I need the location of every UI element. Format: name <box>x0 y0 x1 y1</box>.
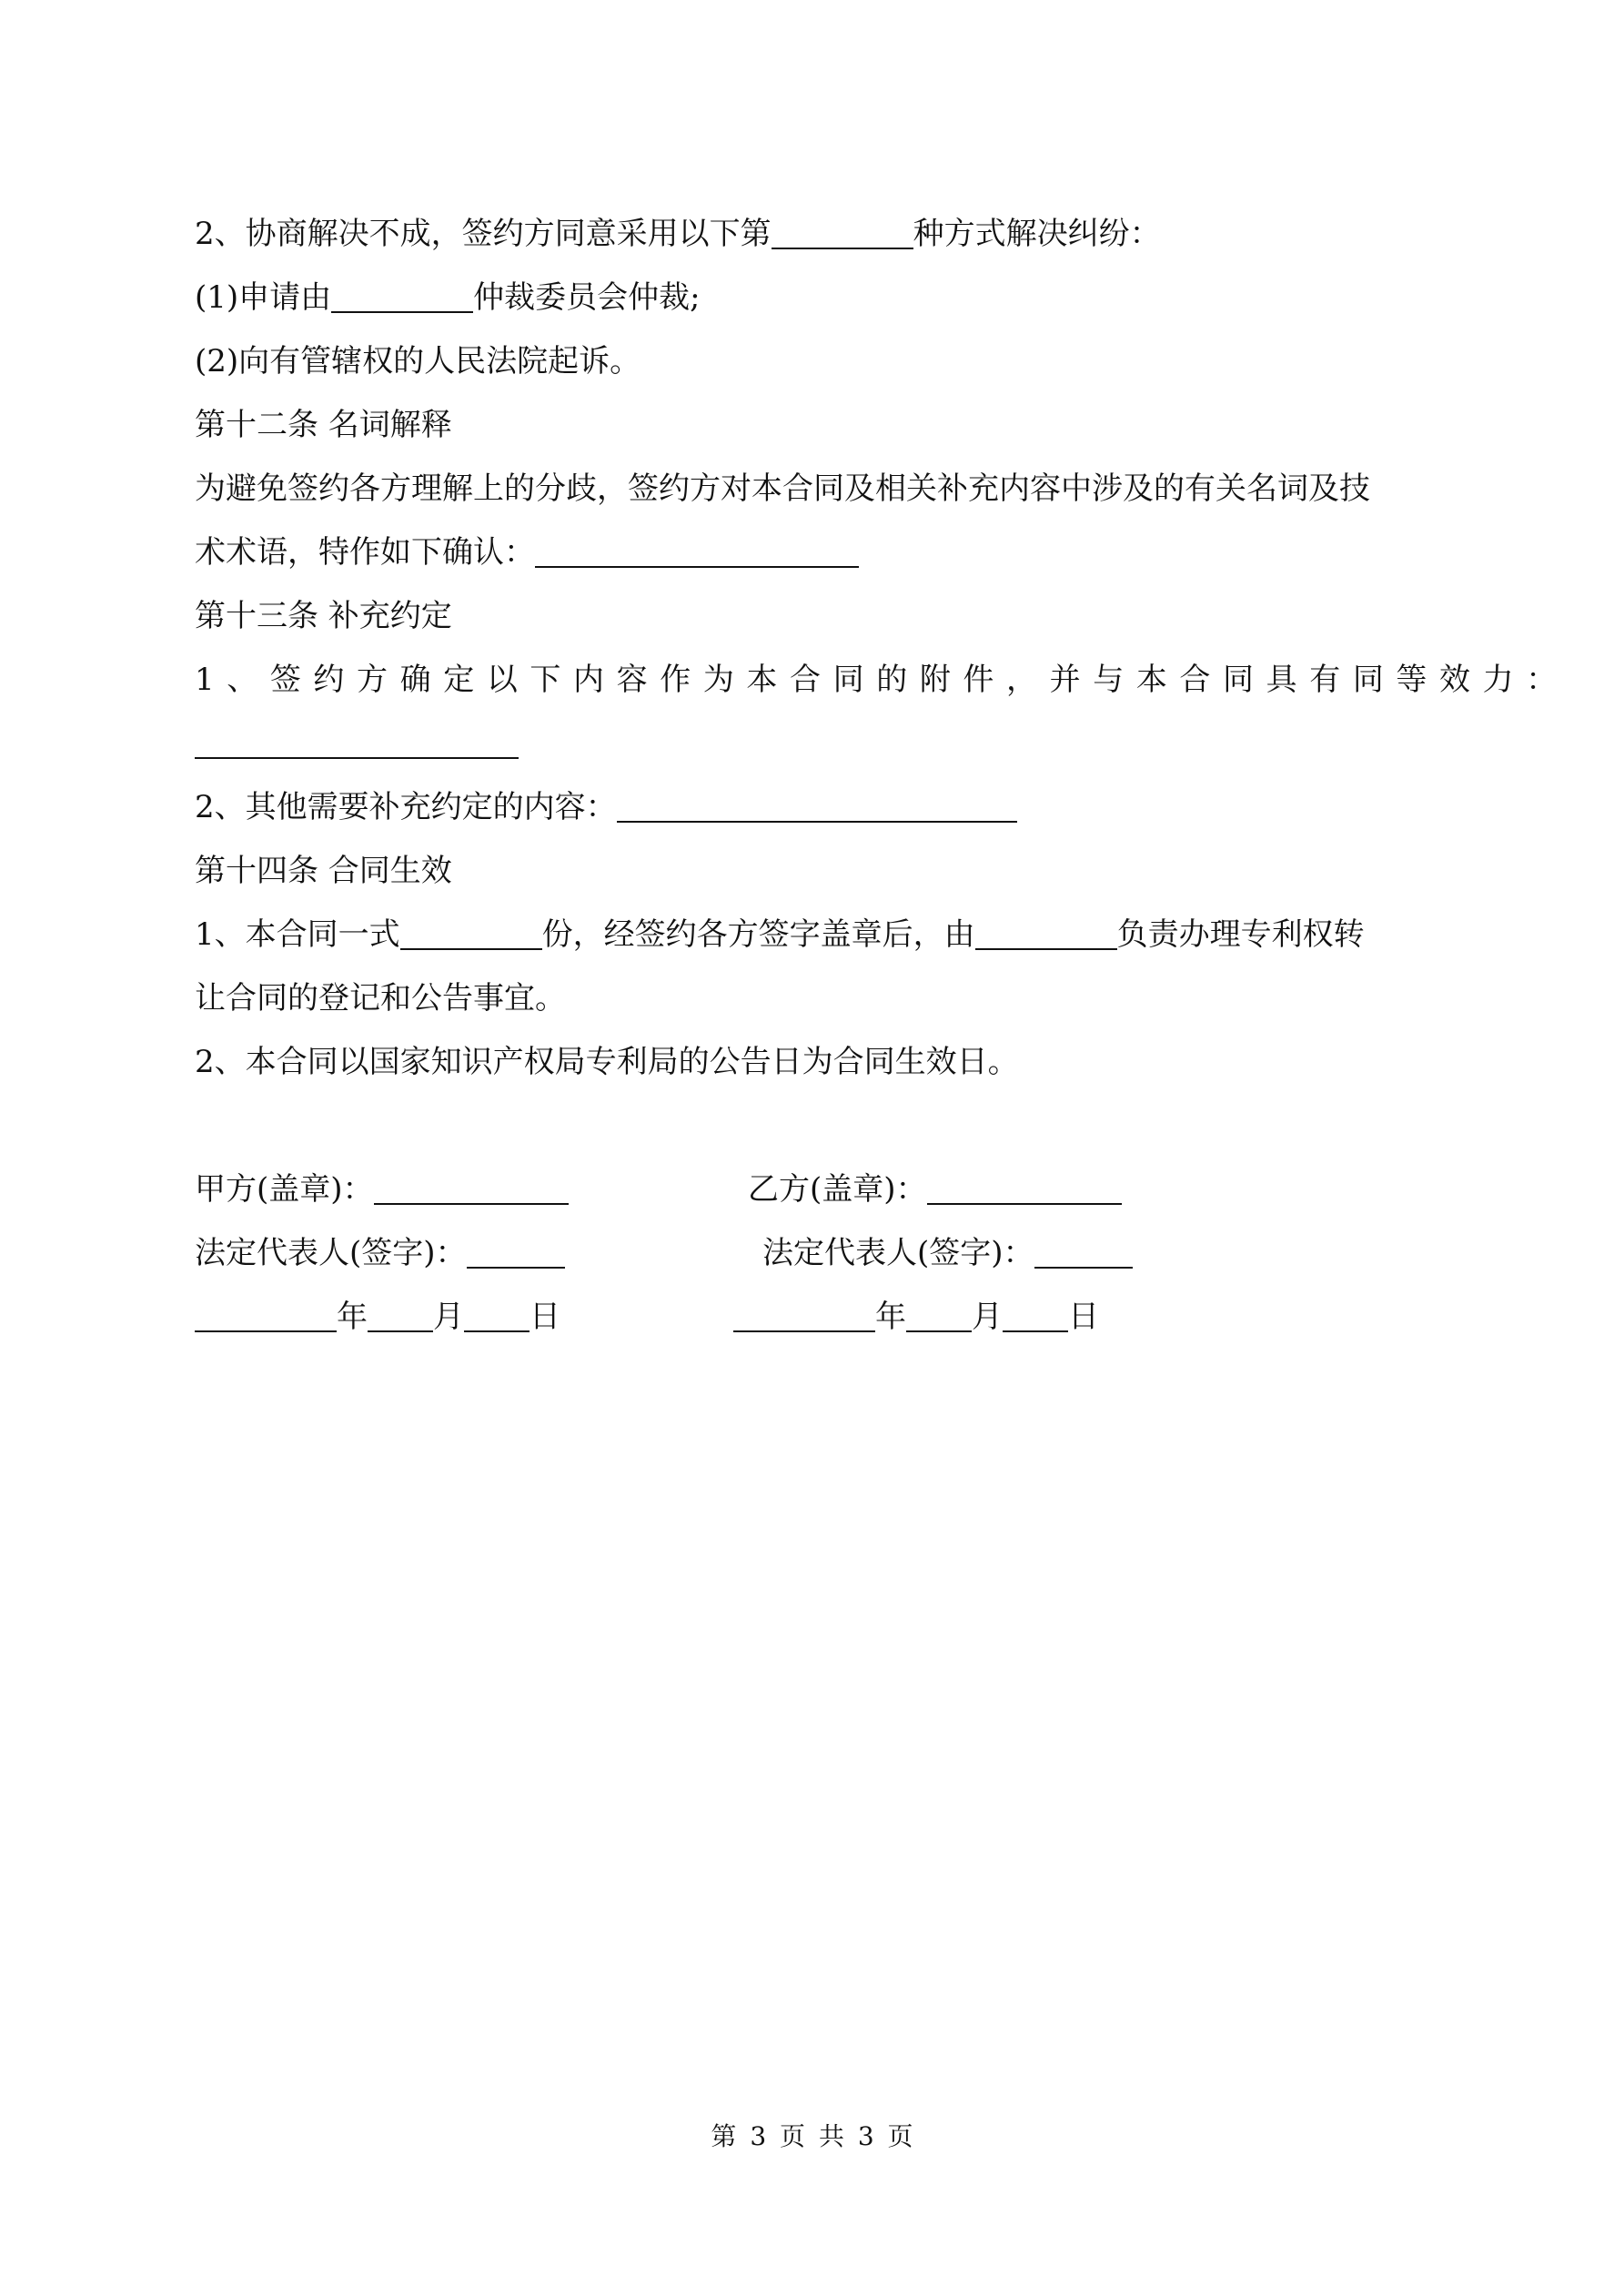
blank-party-b-seal[interactable] <box>927 1168 1122 1205</box>
page-number-footer: 第 3 页 共 3 页 <box>711 2121 913 2151</box>
clause-14-title: 第十四条 合同生效 <box>195 853 452 889</box>
clause-13-1: 1、签约方确定以下内容作为本合同的附件，并与本合同具有同等效力： <box>195 662 1569 698</box>
signature-rep-row <box>195 1221 1441 1285</box>
party-a-seal: 甲方(盖章)： <box>195 1158 569 1221</box>
blank-party-b-representative[interactable] <box>1034 1232 1133 1269</box>
blank-arbitration-committee[interactable] <box>331 277 473 313</box>
clause-13-title: 第十三条 补充约定 <box>195 598 452 634</box>
blank-responsible-party[interactable] <box>975 914 1117 950</box>
clause-11-2-1: (1)申请由 仲裁委员会仲裁; <box>195 266 1441 329</box>
party-b-date: 年 月 日 <box>733 1285 1099 1349</box>
clause-14-2: 2、本合同以国家知识产权局专利局的公告日为合同生效日。 <box>195 1044 1019 1080</box>
contract-body <box>195 202 1569 1349</box>
clause-12-title: 第十二条 名词解释 <box>195 407 452 443</box>
party-b-seal: 乙方(盖章)： <box>748 1158 1122 1221</box>
clause-11-2-2: (2)向有管辖权的人民法院起诉。 <box>195 343 641 379</box>
blank-party-b-year[interactable] <box>733 1296 875 1332</box>
blank-party-a-representative[interactable] <box>467 1232 565 1269</box>
clause-13-2: 2、其他需要补充约定的内容： <box>195 775 1441 839</box>
blank-dispute-method[interactable] <box>772 213 913 249</box>
party-b-representative: 法定代表人(签字)： <box>762 1221 1133 1285</box>
blank-supplementary-content[interactable] <box>617 786 1017 823</box>
party-a-date: 年 月 日 <box>195 1285 560 1349</box>
blank-party-b-day[interactable] <box>1003 1296 1068 1332</box>
blank-party-a-month[interactable] <box>368 1296 433 1332</box>
blank-party-a-seal[interactable] <box>374 1168 569 1205</box>
spacer <box>195 1094 1441 1158</box>
signature-date-row <box>195 1285 1441 1349</box>
clause-12-body-cont: 术术语，特作如下确认： <box>195 521 1441 584</box>
blank-term-definitions[interactable] <box>535 531 859 568</box>
clause-14-1-cont: 让合同的登记和公告事宜。 <box>195 980 566 1017</box>
blank-attachments[interactable] <box>195 723 519 759</box>
clause-14-1: 1、本合同一式 份，经签约各方签字盖章后，由 负责办理专利权转 <box>195 903 1441 966</box>
party-a-representative: 法定代表人(签字)： <box>195 1221 565 1285</box>
blank-copy-count[interactable] <box>400 914 542 950</box>
blank-party-a-day[interactable] <box>464 1296 530 1332</box>
blank-party-b-month[interactable] <box>906 1296 972 1332</box>
clause-11-2: 2、协商解决不成，签约方同意采用以下第 种方式解决纠纷： <box>195 202 1441 266</box>
clause-12-body: 为避免签约各方理解上的分歧，签约方对本合同及相关补充内容中涉及的有关名词及技 <box>195 470 1370 507</box>
signature-seal-row <box>195 1158 1441 1221</box>
clause-13-1-blank-line <box>195 712 1441 775</box>
blank-party-a-year[interactable] <box>195 1296 337 1332</box>
